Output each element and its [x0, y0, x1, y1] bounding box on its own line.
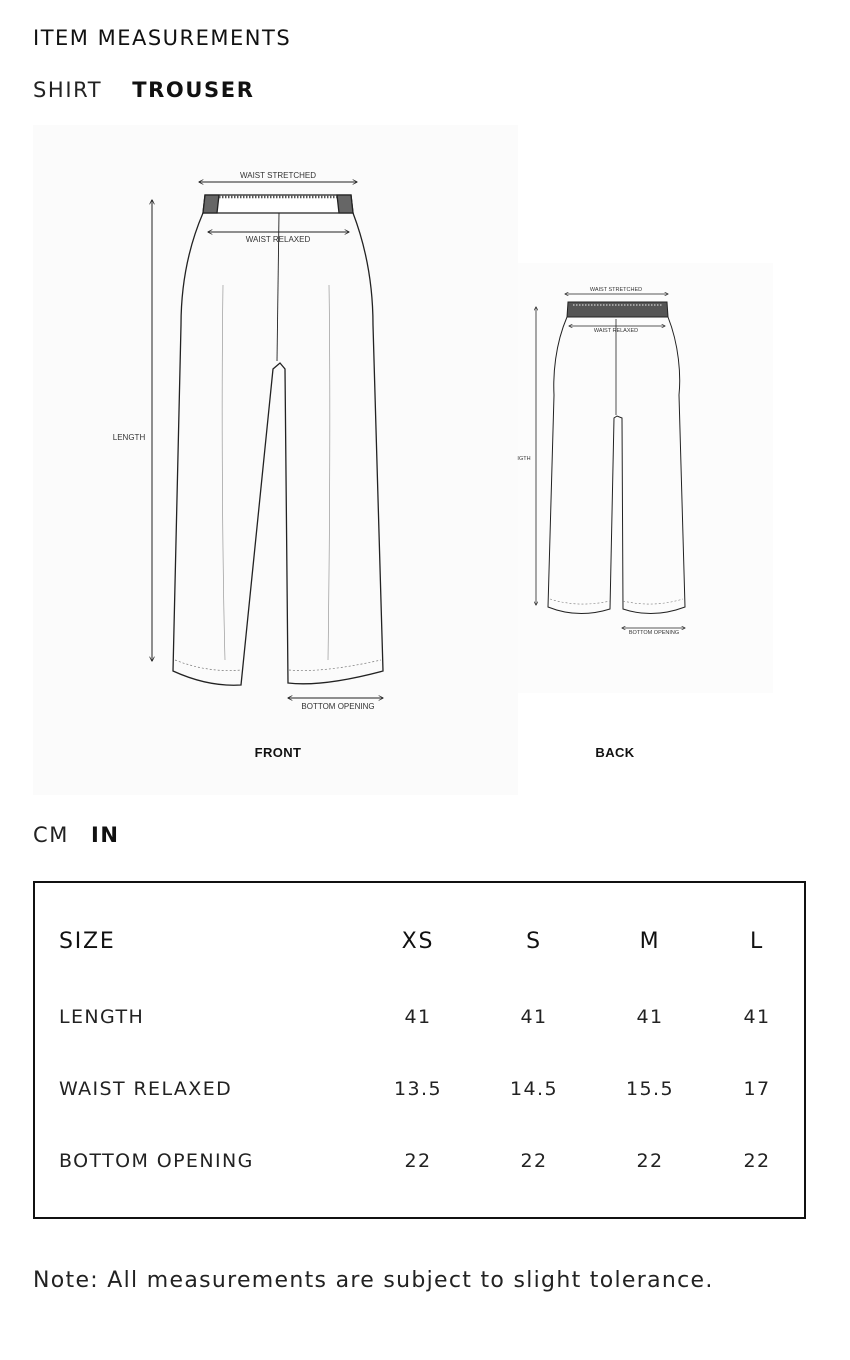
tab-cm[interactable]: CM	[33, 823, 69, 847]
table-cell: 13.5	[394, 1078, 442, 1100]
back-length-label: IGTH	[517, 456, 531, 462]
front-waist-relaxed-label: WAIST RELAXED	[245, 235, 311, 244]
front-bottom-opening-label: BOTTOM OPENING	[301, 702, 375, 711]
table-cell: 41	[636, 1006, 664, 1028]
column-header-l: L	[749, 929, 765, 954]
size-table	[33, 881, 806, 1219]
table-cell: 15.5	[626, 1078, 674, 1100]
table-cell: 22	[636, 1150, 664, 1172]
unit-tabs	[33, 823, 120, 847]
front-length-label: LENGTH	[112, 433, 146, 442]
tab-shirt[interactable]: SHIRT	[33, 78, 103, 102]
tab-in[interactable]: IN	[90, 823, 120, 847]
back-bottom-opening-label: BOTTOM OPENING	[628, 630, 680, 636]
tolerance-note: Note: All measurements are subject to slight tolerance.	[33, 1268, 714, 1293]
trouser-measurement-diagram	[33, 125, 773, 795]
front-waist-stretched-label: WAIST STRETCHED	[239, 171, 317, 180]
table-cell: 22	[520, 1150, 548, 1172]
table-cell: 22	[743, 1150, 771, 1172]
table-cell: 41	[743, 1006, 771, 1028]
row-label-length: LENGTH	[59, 1006, 145, 1028]
table-row	[35, 1078, 804, 1108]
table-cell: 41	[404, 1006, 432, 1028]
table-cell: 14.5	[510, 1078, 558, 1100]
front-view-label: FRONT	[254, 745, 302, 760]
page-title: ITEM MEASUREMENTS	[33, 26, 292, 50]
back-view-label: BACK	[595, 745, 635, 760]
table-cell: 41	[520, 1006, 548, 1028]
column-header-s: S	[526, 929, 542, 954]
back-waist-relaxed-label: WAIST RELAXED	[593, 328, 639, 334]
column-header-size: SIZE	[59, 929, 116, 954]
tab-trouser[interactable]: TROUSER	[132, 78, 255, 102]
table-cell: 17	[743, 1078, 771, 1100]
garment-tabs	[33, 78, 254, 102]
table-row	[35, 1150, 804, 1180]
table-row	[35, 1006, 804, 1036]
table-header-row	[35, 929, 804, 959]
back-waist-stretched-label: WAIST STRETCHED	[589, 287, 643, 293]
row-label-waist-relaxed: WAIST RELAXED	[59, 1078, 233, 1100]
row-label-bottom-opening: BOTTOM OPENING	[59, 1150, 254, 1172]
column-header-m: M	[639, 929, 661, 954]
trouser-sketch	[33, 125, 773, 795]
column-header-xs: XS	[401, 929, 435, 954]
table-cell: 22	[404, 1150, 432, 1172]
